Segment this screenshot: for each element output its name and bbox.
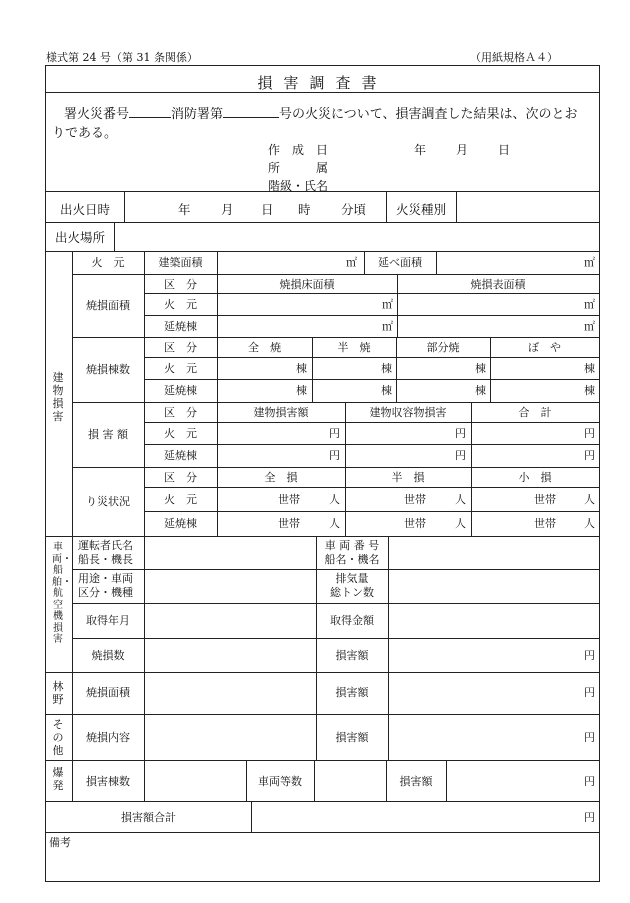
household-unit: 世帯 xyxy=(534,493,556,506)
yen-unit: 円 xyxy=(455,427,466,440)
created-date-label: 作 成 日 xyxy=(268,143,329,157)
vehicle-damage-label: 損害額 xyxy=(335,649,369,662)
remarks-label: 備考 xyxy=(49,836,71,849)
acquisition-date-label: 取得年月 xyxy=(86,614,130,627)
vehicle-number-label-2: 船名・機名 xyxy=(324,553,380,566)
person-unit: 人 xyxy=(584,493,595,506)
burn-area-spread: 延焼棟 xyxy=(164,320,197,333)
exhaust-label-1: 排気量 xyxy=(335,572,369,585)
damage-survey-sheet xyxy=(45,65,600,882)
yen-unit: 円 xyxy=(329,449,340,462)
burn-content-label: 焼損内容 xyxy=(86,731,130,744)
damage-origin: 火 元 xyxy=(164,427,197,440)
half-burn-header: 半 焼 xyxy=(337,341,371,354)
outbreak-datetime-label: 出火日時 xyxy=(59,202,110,217)
contents-damage-header: 建物収容物損害 xyxy=(369,406,447,419)
outbreak-month: 月 xyxy=(221,202,234,217)
bldg-origin-label: 火 元 xyxy=(91,256,125,269)
fire-place-label: 出火場所 xyxy=(54,230,105,245)
count-unit: 棟 xyxy=(296,362,307,375)
victim-origin: 火 元 xyxy=(164,493,197,506)
burn-count-kubun: 区 分 xyxy=(164,341,197,354)
full-burn-header: 全 焼 xyxy=(248,341,281,354)
damage-kubun: 区 分 xyxy=(164,406,197,419)
paper-size: （用紙規格Ａ４） xyxy=(470,51,558,64)
person-unit: 人 xyxy=(329,517,340,530)
household-unit: 世帯 xyxy=(534,517,556,530)
victim-spread: 延焼棟 xyxy=(164,517,197,530)
explosion-bldg-count-label: 損害棟数 xyxy=(86,775,130,788)
explosion-damage-unit: 円 xyxy=(584,775,595,788)
total-damage-label: 損害額合計 xyxy=(121,811,176,824)
yen-unit: 円 xyxy=(584,449,595,462)
created-year: 年 xyxy=(414,143,427,157)
count-unit: 棟 xyxy=(381,362,392,375)
forest-damage-label: 損害額 xyxy=(335,686,369,699)
forest-section-label: 林野 xyxy=(52,680,64,706)
household-unit: 世帯 xyxy=(404,493,426,506)
small-loss-header: 小 損 xyxy=(518,471,552,484)
count-unit: 棟 xyxy=(584,384,595,397)
partial-burn-header: 部分焼 xyxy=(426,341,460,354)
burn-area-origin-floor-unit: ㎡ xyxy=(382,298,393,311)
yen-unit: 円 xyxy=(584,427,595,440)
outbreak-year: 年 xyxy=(178,202,191,217)
burn-count-origin: 火 元 xyxy=(164,362,197,375)
other-damage-unit: 円 xyxy=(584,731,595,744)
vehicle-number-label-1: 車 両 番 号 xyxy=(324,539,380,552)
document-title: 損害調査書 xyxy=(257,74,388,92)
form-number: 様式第 24 号（第 31 条関係） xyxy=(46,51,198,64)
floor-area-label: 建築面積 xyxy=(158,256,203,269)
outbreak-hour: 時 xyxy=(298,202,311,217)
created-day: 日 xyxy=(498,143,511,157)
exhaust-label-2: 総トン数 xyxy=(330,586,374,599)
burn-area-spread-surface-unit: ㎡ xyxy=(584,320,595,333)
driver-label-2: 船長・機長 xyxy=(78,553,133,566)
fire-type-label: 火災種別 xyxy=(395,202,446,217)
household-unit: 世帯 xyxy=(404,517,426,530)
created-month: 月 xyxy=(456,143,469,157)
intro-fire-number: 署火災番号 xyxy=(64,107,130,122)
vehicle-burn-count-label: 焼損数 xyxy=(91,649,125,662)
person-unit: 人 xyxy=(584,517,595,530)
count-unit: 棟 xyxy=(475,384,486,397)
intro-text-end: りである。 xyxy=(52,126,118,141)
count-unit: 棟 xyxy=(381,384,392,397)
household-unit: 世帯 xyxy=(278,493,300,506)
outbreak-minute: 分頃 xyxy=(341,202,367,217)
usage-label-2: 区分・機種 xyxy=(78,586,133,599)
damage-amount-label: 損 害 額 xyxy=(88,428,128,441)
floor-area-unit: ㎡ xyxy=(346,256,357,269)
vehicle-section-label: 車両・船舶・航空機損害 xyxy=(52,542,72,645)
surface-burn-header: 焼損表面積 xyxy=(470,278,526,291)
intro-paragraph xyxy=(52,103,597,143)
victim-kubun: 区 分 xyxy=(164,471,197,484)
total-floor-label: 延べ面積 xyxy=(378,256,422,269)
burn-count-label: 焼損棟数 xyxy=(86,363,130,376)
usage-label-1: 用途・車両 xyxy=(78,572,133,585)
forest-burn-area-label: 焼損面積 xyxy=(86,686,130,699)
acquisition-amount-label: 取得金額 xyxy=(330,614,374,627)
outbreak-day: 日 xyxy=(261,202,274,217)
burn-count-spread: 延焼棟 xyxy=(164,384,197,397)
intro-text: 号の火災について、損害調査した結果は、次のとお xyxy=(279,107,578,122)
station-number-blank[interactable] xyxy=(223,103,279,118)
rank-name-label: 階級・氏名 xyxy=(268,179,329,193)
burn-area-label: 焼損面積 xyxy=(86,299,130,312)
explosion-section-label: 爆発 xyxy=(52,766,64,792)
other-damage-label: 損害額 xyxy=(335,731,369,744)
damage-spread: 延焼棟 xyxy=(164,449,197,462)
burn-area-spread-floor-unit: ㎡ xyxy=(382,320,393,333)
burn-area-origin: 火 元 xyxy=(164,298,197,311)
damage-total-header: 合 計 xyxy=(518,406,552,419)
victim-status-label: り災状況 xyxy=(86,495,130,508)
small-burn-header: ぼ や xyxy=(528,341,561,354)
household-unit: 世帯 xyxy=(278,517,300,530)
explosion-damage-label: 損害額 xyxy=(399,775,433,788)
affiliation-label: 所 属 xyxy=(268,161,329,175)
burn-area-kubun: 区 分 xyxy=(164,278,197,291)
person-unit: 人 xyxy=(329,493,340,506)
count-unit: 棟 xyxy=(584,362,595,375)
count-unit: 棟 xyxy=(475,362,486,375)
total-floor-unit: ㎡ xyxy=(584,256,595,269)
intro-station: 消防署第 xyxy=(171,107,224,122)
total-loss-header: 全 損 xyxy=(264,471,298,484)
building-section-label: 建物損害 xyxy=(52,371,64,423)
forest-damage-unit: 円 xyxy=(584,686,595,699)
person-unit: 人 xyxy=(455,517,466,530)
floor-burn-header: 焼損床面積 xyxy=(279,278,335,291)
count-unit: 棟 xyxy=(296,384,307,397)
explosion-vehicle-count-label: 車両等数 xyxy=(258,775,302,788)
other-section-label: その他 xyxy=(52,718,64,757)
person-unit: 人 xyxy=(455,493,466,506)
yen-unit: 円 xyxy=(329,427,340,440)
driver-label-1: 運転者氏名 xyxy=(78,539,133,552)
fire-number-blank[interactable] xyxy=(129,103,171,118)
bldg-damage-header: 建物損害額 xyxy=(253,406,309,419)
vehicle-damage-unit: 円 xyxy=(584,649,595,662)
title-divider xyxy=(46,92,599,93)
yen-unit: 円 xyxy=(455,449,466,462)
burn-area-origin-surface-unit: ㎡ xyxy=(584,298,595,311)
half-loss-header: 半 損 xyxy=(391,471,425,484)
total-damage-unit: 円 xyxy=(584,811,595,824)
